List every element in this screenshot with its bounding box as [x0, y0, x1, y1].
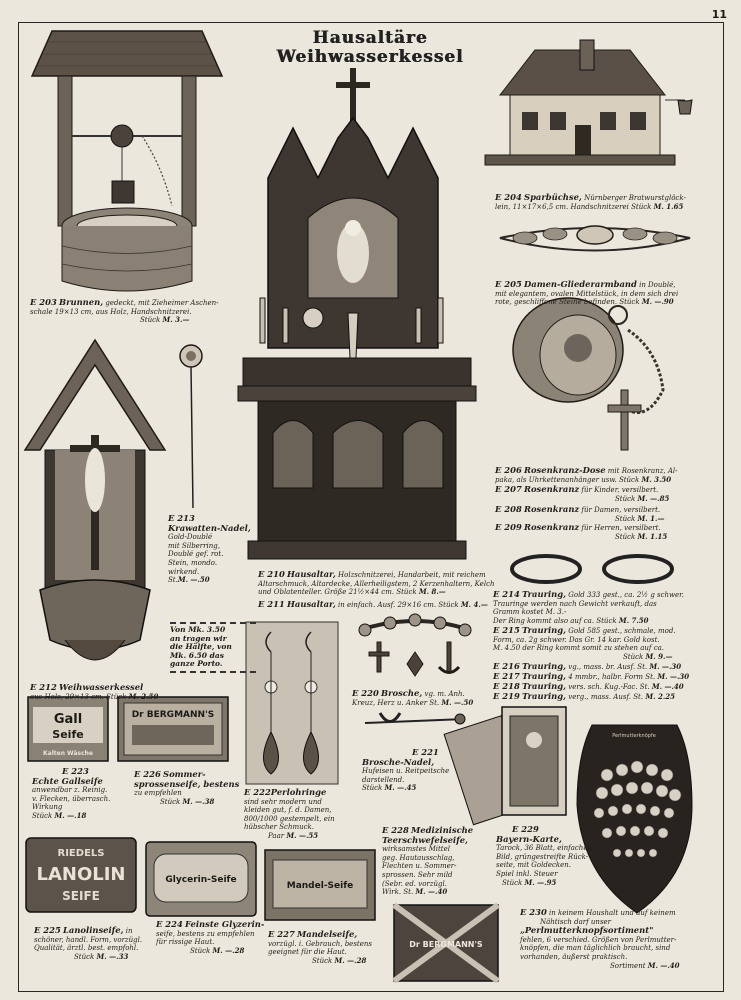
item-e224: E 224 Feinste Glyzerin- seife, bestens zu empfehlen für rissige Haut. Stück M. —.28: [156, 919, 265, 955]
item-e212: E 212 Weihwasserkessel aus Holz, 29×13 cm. Stück M. 2.50: [30, 682, 159, 701]
gall-soap-label-3: Kalten Wäsche: [43, 750, 93, 757]
item-e204: E 204 Sparbüchse, Nürnberger Bratwurstglöck- lein, 11×17×6,5 cm. Handschnitzerei Stück M. 1.65: [495, 192, 686, 211]
offer-note-line: die Hälfte, von: [170, 642, 232, 652]
item-e216: E 216 Trauring, vg., mass. br. Ausf. St. M. —.30: [493, 661, 682, 671]
item-e203: E 203 Brunnen, gedeckt, mit Zieheimer Aschen- schale 19×13 cm, aus Holz, Handschnitzerei. Stück M. 3.—: [30, 297, 219, 325]
glycerin-soap-box: [146, 842, 258, 918]
item-e213: E 213 Krawatten-Nadel, Gold-Doublé mit Silberring, Doublé gef. rot. Stein, mondo. wirkend. St.M. —.50: [168, 513, 251, 585]
item-e217: E 217 Trauring, 4 mmbr., halbr. Form St. M. —.30: [493, 671, 690, 681]
gall-soap-label: Gall: [53, 712, 83, 727]
item-e229: E 229 Bayern-Karte, Tarock, 36 Blatt, einfaches Bild, grüngestreifte Rück- seite, mit Goldecken. Spiel inkl. Steuer Stück M. —.95: [496, 824, 592, 887]
item-e206: E 206 Rosenkranz-Dose mit Rosenkranz, Al- paka, als Uhrkettenanhänger usw. Stück M. 3.50: [495, 465, 678, 484]
item-e227: E 227 Mandelseife, vorzügl. i. Gebrauch, bestens geeignet für die Haut. Stück M. —.28: [268, 929, 372, 965]
house-altar-illustration: [238, 68, 476, 563]
item-e226: E 226 Sommer- sprossenseife, bestens zu empfehlen Stück M. —.38: [134, 769, 240, 806]
rosary-box-illustration: [508, 290, 688, 465]
item-e207: E 207 Rosenkranz für Kinder, versilbert. Stück M. —.85: [495, 484, 670, 503]
almond-soap-label: Mandel-Seife: [286, 881, 354, 891]
glycerin-soap-label: Glycerin-Seife: [165, 875, 237, 885]
item-e215: E 215 Trauring, Gold 585 gest., schmale, mod. Form, ca. 2g schwer. Das Gr. 14 kar. Gold kost. M. 4.50 der Ring kommt somit zu stehen auf ca. Stück M. 9.—: [493, 625, 676, 661]
holy-water-font-illustration: [25, 340, 165, 680]
bergmann-soap-box: [118, 697, 230, 763]
page-title-line-2: Weihwasserkessel: [276, 47, 464, 67]
gall-soap-label-2: Seife: [52, 728, 84, 741]
item-e225: E 225 Lanolinseife, in schöner, handl. Form, vorzügl. Qualität, ärztl. best. empfohl. Stück M. —.33: [34, 925, 143, 961]
offer-note-line: Mk. 6.50 das: [170, 650, 224, 660]
money-box-house-illustration: [480, 40, 700, 188]
item-e209: E 209 Rosenkranz für Herren, versilbert. Stück M. 1.15: [495, 522, 668, 541]
postage-offer-note: [170, 622, 256, 673]
brooch-illustration: [355, 612, 475, 682]
tar-soap-box: [394, 905, 500, 983]
lanolin-soap-label-3: SEIFE: [62, 889, 100, 903]
wedding-rings-illustration: [508, 550, 688, 588]
item-e210: E 210 Hausaltar, Holzschnitzerei, Handarbeit, mit reichem Altarschmuck, Altardecke, Allerheiligstem, 2 Kerzenhaltern, Kelch und Oblatenteller. Größe 21½×44 cm. Stück M. 8.—: [258, 569, 495, 597]
item-e208: E 208 Rosenkranz für Damen, versilbert. Stück M. 1.—: [495, 504, 665, 523]
item-e228: E 228 Medizinische Teerschwefelseife, wirksamstes Mittel geg. Hautausschlag, Flechten u. Sommer- sprossen. Sehr mild (Sebr. ed. vorzügl. Wirk. St. M. —.40: [382, 825, 474, 897]
tar-soap-label: Dr BERGMANN'S: [409, 940, 483, 949]
offer-note-line: an tragen wir: [170, 633, 227, 643]
item-e221: E 221 Brosche-Nadel, Hufeisen u. Reitpeitsche darstellend. Stück M. —.45: [362, 747, 450, 793]
tie-pin-illustration: [176, 343, 206, 511]
lanolin-soap-box: [26, 838, 138, 914]
offer-note-line: ganze Porto.: [170, 659, 223, 669]
page-title-line-1: Hausaltäre: [312, 28, 428, 48]
lanolin-soap-label-1: RIEDELS: [57, 848, 105, 859]
page-number: 11: [711, 8, 727, 21]
button-card-label: Perlmutterknöpfe: [612, 733, 656, 739]
item-e220: E 220 Brosche, vg. m. Anh. Kreuz, Herz u. Anker St. M. —.50: [352, 688, 474, 707]
item-e218: E 218 Trauring, vers. sch. Kug.-Fac. St. M. —.40: [493, 681, 684, 691]
item-e223: E 223 Echte Gallseife anwendbar z. Reinig. v. Flecken, überrasch. Wirkung Stück M. —.18: [32, 766, 111, 820]
bracelet-illustration: [495, 218, 695, 268]
offer-note-line: Von Mk. 3.50: [170, 625, 226, 634]
item-e214: E 214 Trauring, Gold 333 gest., ca. 2½ g schwer. Trauringe werden nach Gewicht verkauft, das Gramm kostet M. 3.- Der Ring kommt also auf ca. Stück M. 7.50: [493, 589, 684, 625]
item-e230: E 230 in keinem Haushalt und auf keinem Nähtisch darf unser „Perlmutterknopfsortiment" fehlen, 6 verschied. Größen von Perlmutter- knöpfen, die man täglichlich braucht, sind vorhanden, äußerst praktisch. Sortiment M. —.40: [520, 907, 680, 970]
bergmann-soap-label: Dr BERGMANN'S: [131, 710, 215, 720]
gall-soap-box: [28, 697, 110, 763]
almond-soap-box: [265, 850, 377, 922]
lanolin-soap-label-2: LANOLIN: [36, 864, 126, 885]
item-e219: E 219 Trauring, verg., mass. Ausf. St. M. 2.25: [493, 691, 675, 701]
item-e211: E 211 Hausaltar, in einfach. Ausf. 29×16 cm. Stück M. 4.—: [258, 599, 488, 609]
well-illustration: [22, 26, 227, 296]
item-e205: E 205 Damen-Gliederarmband in Doublé, mit elegantem, ovalen Mittelstück, in dem sich drei rote, geschliffene Steine befinden. Stück M. —.90: [495, 279, 679, 307]
pearl-earrings-illustration: [246, 622, 338, 784]
item-e222: E 222Perlohringe sind sehr modern und kleiden gut, f. d. Damen, 800/1000 gestempelt, ein hübscher Schmuck. Paar M. —.55: [244, 787, 335, 840]
